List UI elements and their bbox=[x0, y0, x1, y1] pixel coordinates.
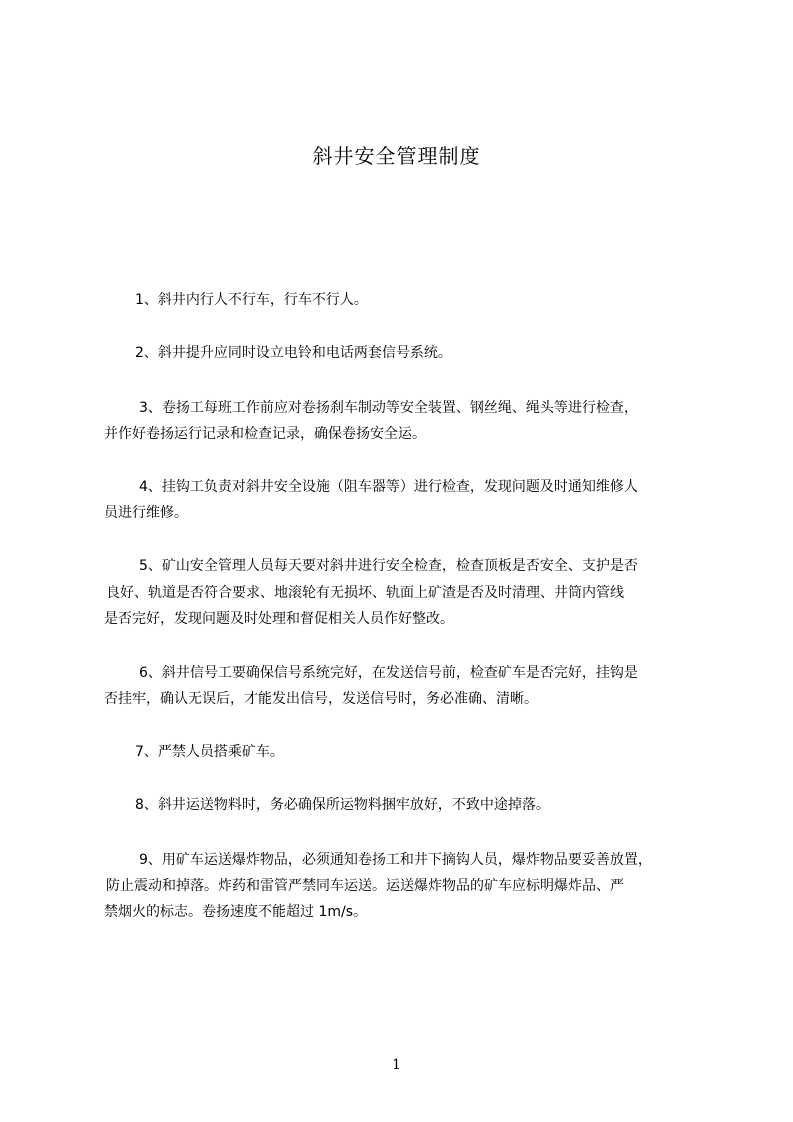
item-2-line-1: 2、斜井提升应同时设立电铃和电话两套信号系统。 bbox=[135, 345, 452, 361]
page-number: 1 bbox=[392, 1057, 401, 1073]
item-5-line-3: 是否完好，发现问题及时处理和督促相关人员作好整改。 bbox=[104, 611, 454, 627]
item-3-line-2: 并作好卷扬运行记录和检查记录，确保卷扬安全运。 bbox=[104, 426, 426, 442]
item-6-line-1: 6、斜井信号工要确保信号系统完好，在发送信号前，检查矿车是否完好，挂钩是 bbox=[139, 665, 638, 681]
item-1-line-1: 1、斜井内行人不行车，行车不行人。 bbox=[135, 292, 368, 308]
item-9-line-2: 防止震动和掉落。炸药和雷管严禁同车运送。运送爆炸物品的矿车应标明爆炸品、严 bbox=[106, 878, 624, 894]
item-5-line-1: 5、矿山安全管理人员每天要对斜井进行安全检查，检查顶板是否安全、支护是否 bbox=[139, 558, 638, 574]
item-3-line-1: 3、卷扬工每班工作前应对卷扬刹车制动等安全装置、钢丝绳、绳头等进行检查， bbox=[139, 400, 638, 416]
item-5-line-2: 良好、轨道是否符合要求、地滚轮有无损坏、轨面上矿渣是否及时清理、井筒内管线 bbox=[106, 585, 624, 601]
item-9-line-3: 禁烟火的标志。卷扬速度不能超过 1m/s。 bbox=[104, 904, 368, 920]
item-7-line-1: 7、严禁人员搭乘矿车。 bbox=[135, 744, 284, 760]
document-title: 斜井安全管理制度 bbox=[312, 144, 481, 168]
item-8-line-1: 8、斜井运送物料时，务必确保所运物料捆牢放好，不致中途掉落。 bbox=[135, 797, 550, 813]
item-4-line-1: 4、挂钩工负责对斜井安全设施（阻车器等）进行检查，发现问题及时通知维修人 bbox=[139, 479, 638, 495]
item-9-line-1: 9、用矿车运送爆炸物品，必须通知卷扬工和井下摘钩人员，爆炸物品要妥善放置， bbox=[139, 852, 652, 868]
item-4-line-2: 员进行维修。 bbox=[104, 505, 188, 521]
item-6-line-2: 否挂牢，确认无误后，才能发出信号，发送信号时，务必准确、清晰。 bbox=[104, 691, 538, 707]
